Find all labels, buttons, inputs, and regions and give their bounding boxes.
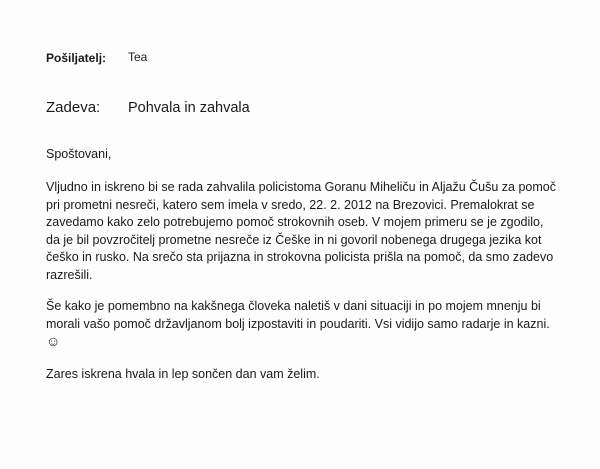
paragraph-line: razrešili. [46, 267, 93, 282]
paragraph-line: zavedamo kako zelo potrebujemo pomoč strokovnih oseb. V mojem primeru se je zgodilo, [46, 215, 544, 229]
sender-label: Pošiljatelj: [46, 51, 107, 65]
closing-line: Zares iskrena hvala in lep sončen dan vam želim. [46, 367, 320, 381]
subject-label: Zadeva: [46, 99, 101, 116]
paragraph-gratitude [46, 179, 556, 284]
paragraph-line: češko in rusko. Na srečo sta prijazna in strokovna policista prišla na pomoč, da smo zadevo [46, 250, 554, 264]
paragraph-line: Vljudno in iskreno bi se rada zahvalila policistoma Goranu Miheliču in Aljažu Čušu za pomoč [46, 180, 556, 194]
sender-value: Tea [128, 50, 148, 64]
paragraph-line: Še kako je pomembno na kakšnega človeka naletiš v dani situaciji in po mojem mnenju bi [46, 299, 541, 313]
salutation: Spoštovani, [46, 147, 112, 161]
smiley-icon: ☺ [46, 333, 61, 349]
sender-row [46, 49, 148, 67]
paragraph-line: pri prometni nesreči, katero sem imela v sredo, 22. 2. 2012 na Brezovici. Premalokrat se [46, 197, 535, 212]
paragraph-opinion [46, 298, 550, 351]
paragraph-line: da je bil povzročitelj prometne nesreče iz Češke in ni govoril nobenega drugega jezika kot [46, 232, 542, 247]
subject-row [46, 99, 250, 117]
subject-value: Pohvala in zahvala [128, 100, 250, 116]
paragraph-line: morali vašo pomoč državljanom bolj izpostaviti in poudariti. Vsi vidijo samo radarje in kazni. [46, 316, 550, 331]
